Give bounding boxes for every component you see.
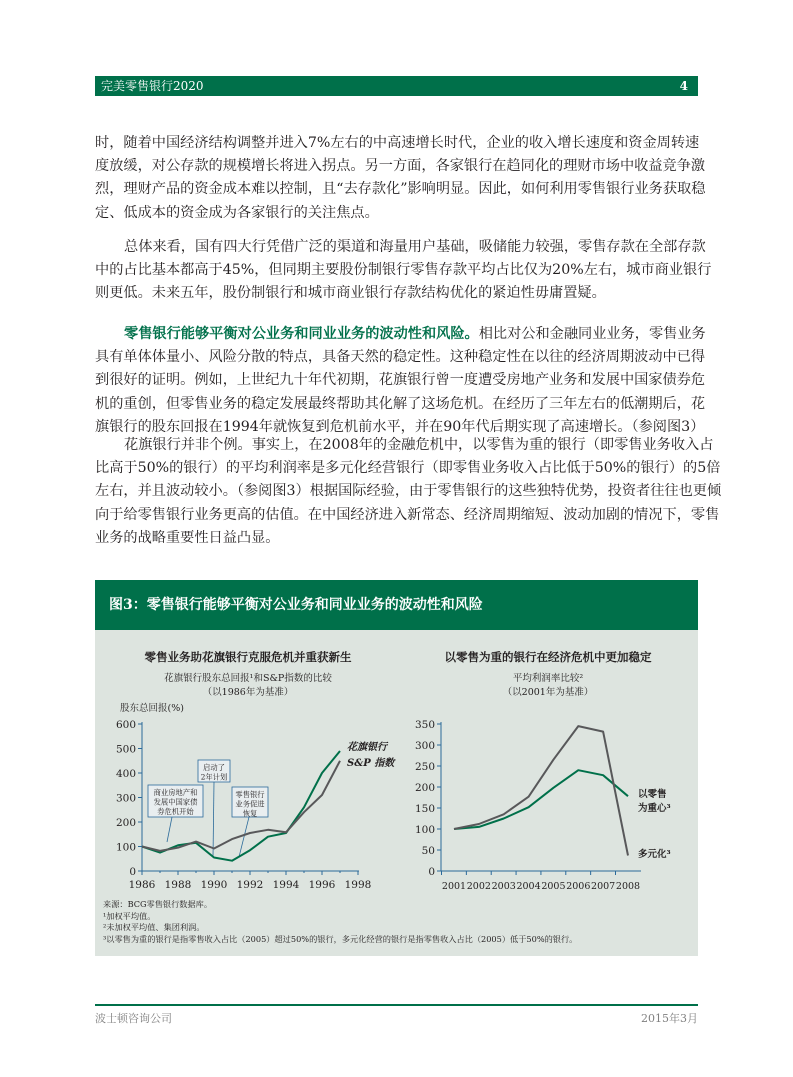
y-tick-label: 50 — [421, 845, 435, 857]
text-line: 定、低成本的资金成为各家银行的关注焦点。 — [95, 204, 379, 221]
y-tick-label: 400 — [115, 768, 136, 780]
annotation-text: 恢复 — [242, 809, 258, 818]
annotation-text: 启动了 — [203, 763, 225, 772]
x-tick-label: 1994 — [272, 879, 300, 891]
chart-title: 零售业务助花旗银行克服危机并重获新生 — [144, 650, 352, 664]
text-line: 中的占比基本都高于45%，但同期主要股份制银行零售存款平均占比仅为20%左右，城市商业银行 — [95, 262, 712, 279]
text-line: 向于给零售银行业务更高的估值。在中国经济进入新常态、经济周期缩短、波动加剧的情况下，零售 — [95, 506, 720, 523]
text-line: 烈，理财产品的资金成本难以控制，且“去存款化”影响明显。因此，如何利用零售银行业务获取稳 — [95, 181, 706, 198]
annotation-leader — [213, 782, 214, 857]
text-line: 旗银行的股东回报在1994年就恢复到危机前水平，并在90年代后期实现了高速增长。（参阅图3） — [95, 418, 705, 435]
text-line: 度放缓，对公存款的规模增长将进入拐点。另一方面，各家银行在趋同化的理财市场中收益竞争激 — [95, 158, 706, 175]
y-tick-label: 100 — [115, 841, 136, 854]
text-line: 则更低。未来五年，股份制银行和城市商业银行存款结构优化的紧迫性毋庸置疑。 — [95, 285, 606, 302]
x-tick-label: 1990 — [200, 879, 228, 891]
annotation-text: 发展中国家债 — [153, 797, 198, 807]
text: 相比对公和金融同业业务，零售业务 — [478, 326, 706, 342]
annotation-text: 零售银行 — [235, 790, 265, 799]
figure-title: 图3：零售银行能够平衡对公业务和同业业务的波动性和风险 — [109, 597, 483, 613]
x-tick-label: 2002 — [466, 881, 491, 892]
series-line-secondary — [454, 726, 628, 855]
series-label: 为重心³ — [638, 803, 671, 814]
y-tick-label: 250 — [414, 761, 435, 773]
note-source: 来源：BCG零售银行数据库。 — [103, 899, 213, 909]
y-tick-label: 0 — [129, 866, 136, 878]
annotation-text: 商业房地产和 — [153, 788, 198, 797]
x-tick-label: 2008 — [615, 881, 641, 892]
chart-subtitle: 平均利润率比较² — [512, 673, 584, 684]
note-1: ¹加权平均值。 — [103, 910, 156, 921]
note-2: ²未加权平均值、集团利润。 — [103, 922, 205, 932]
text-line: 比高于50%的银行）的平均利润率是多元化经营银行（即零售业务收入占比低于50%的银行）的5倍 — [95, 460, 721, 477]
footer-date: 2015年3月 — [641, 1012, 698, 1025]
text-line: 左右，并且波动较小。（参阅图3）根据国际经验，由于零售银行的这些独特优势，投资者往往也更倾 — [95, 483, 722, 500]
x-tick-label: 1986 — [128, 879, 156, 891]
x-tick-label: 1998 — [344, 879, 372, 891]
annotation-text: 券危机开始 — [157, 807, 194, 816]
annotation-leader — [167, 817, 172, 842]
lead-sentence: 零售银行能够平衡对公业务和同业业务的波动性和风险。 — [124, 326, 479, 342]
x-tick-label: 2005 — [541, 881, 566, 892]
x-tick-label: 2007 — [591, 881, 616, 892]
footer-divider — [95, 1004, 698, 1006]
footer-company: 波士顿咨询公司 — [95, 1012, 172, 1025]
page-number: 4 — [679, 79, 688, 93]
annotation-text: 2年计划 — [200, 772, 228, 782]
x-tick-label: 1996 — [308, 879, 336, 891]
x-tick-label: 2001 — [441, 881, 467, 892]
y-tick-label: 600 — [115, 719, 136, 731]
y-tick-label: 150 — [414, 803, 435, 815]
y-tick-label: 350 — [414, 719, 435, 731]
x-tick-label: 1992 — [236, 879, 264, 891]
text-line: 业务的战略重要性日益凸显。 — [95, 529, 280, 546]
text-line: 时，随着中国经济结构调整并进入7%左右的中高速增长时代，企业的收入增长速度和资金周转速 — [95, 135, 700, 151]
y-tick-label: 500 — [115, 743, 136, 756]
y-tick-label: 100 — [414, 824, 435, 836]
note-3: ³以零售为重的银行是指零售收入占比（2005）超过50%的银行，多元化经营的银行是指零售收入占比（2005）低于50%的银行。 — [103, 933, 578, 944]
series-label: 多元化³ — [638, 849, 671, 860]
chart-subtitle: （以2001年为基准） — [502, 687, 594, 698]
y-axis-label: 股东总回报(%) — [120, 703, 184, 714]
chart-subtitle: （以1986年为基准） — [202, 687, 294, 698]
figure-notes — [103, 899, 577, 945]
y-tick-label: 200 — [115, 817, 136, 829]
text-line: 总体来看，国有四大行凭借广泛的渠道和海量用户基础，吸储能力较强，零售存款在全部存款 — [124, 239, 706, 255]
x-tick-label: 1988 — [164, 879, 192, 891]
y-tick-label: 300 — [115, 792, 136, 805]
series-label: 花旗银行 — [347, 742, 387, 753]
text-line: 具有单体体量小、风险分散的特点，具备天然的稳定性。这种稳定性在以往的经济周期波动中已得 — [95, 349, 706, 366]
x-tick-label: 2003 — [491, 881, 516, 892]
series-label: S&P 指数 — [347, 758, 395, 769]
y-tick-label: 200 — [414, 782, 435, 794]
series-label: 以零售 — [638, 789, 667, 800]
y-tick-label: 300 — [414, 740, 435, 752]
annotation-text: 业务促进 — [235, 799, 265, 809]
text-line: 花旗银行并非个例。事实上，在2008年的金融危机中，以零售为重的银行（即零售业务收入占 — [124, 437, 714, 453]
text-line: 机的重创，但零售业务的稳定发展最终帮助其化解了这场危机。在经历了三年左右的低潮期后，花 — [95, 395, 706, 412]
y-tick-label: 0 — [428, 866, 435, 878]
chart-subtitle: 花旗银行股东总回报¹和S&P指数的比较 — [164, 673, 332, 684]
x-tick-label: 2004 — [516, 881, 541, 892]
chart-title: 以零售为重的银行在经济危机中更加稳定 — [444, 650, 652, 664]
x-tick-label: 2006 — [566, 881, 591, 892]
header-title: 完美零售银行2020 — [101, 79, 204, 93]
text-line: 到很好的证明。例如，上世纪九十年代初期，花旗银行曾一度遭受房地产业务和发展中国家债券危 — [95, 372, 706, 389]
